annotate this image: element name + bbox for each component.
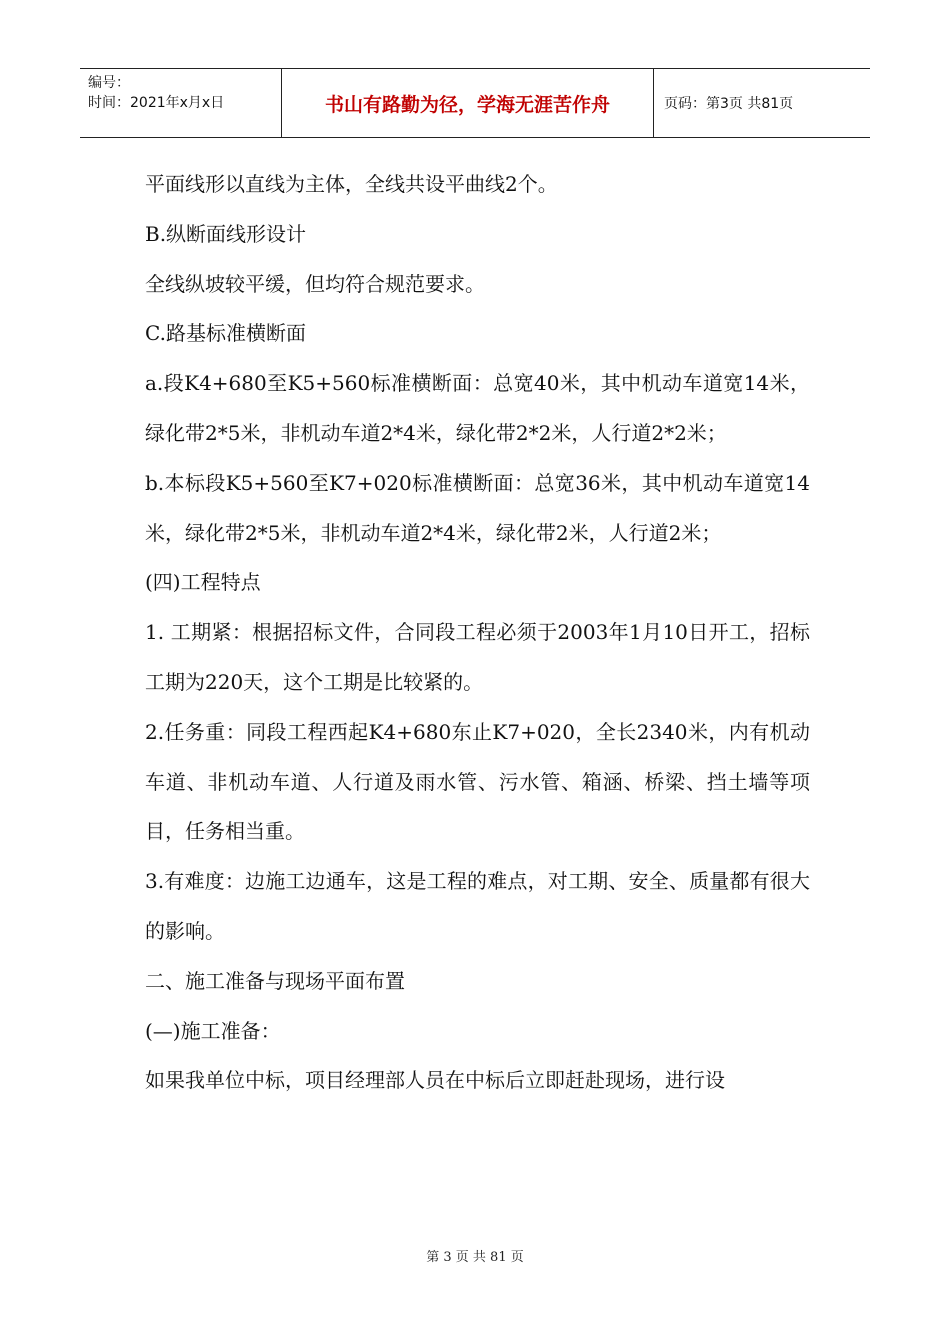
section-heading: (四)工程特点 — [145, 570, 261, 595]
paragraph: b.本标段K5+560至K7+020标准横断面：总宽36米，其中机动车道宽14米，绿化带2*5米，非机动车道2*4米，绿化带2米，人行道2米； — [145, 470, 810, 545]
paragraph: 1. 工期紧：根据招标文件，合同段工程必须于2003年1月10日开工，招标工期为220天，这个工期是比较紧的。 — [145, 620, 810, 694]
paragraph: 平面线形以直线为主体，全线共设平曲线2个。 — [145, 172, 558, 196]
paragraph: 2.任务重：同段工程西起K4+680东止K7+020，全长2340米，内有机动车道、非机动车道、人行道及雨水管、污水管、箱涵、桥梁、挡土墙等项目，任务相当重。 — [145, 719, 810, 844]
section-heading: B.纵断面线形设计 — [145, 221, 307, 246]
paragraph: 3.有难度：边施工边通车，这是工程的难点，对工期、安全、质量都有很大的影响。 — [145, 869, 810, 943]
section-heading: C.路基标准横断面 — [145, 321, 306, 346]
paragraph: 如果我单位中标，项目经理部人员在中标后立即赶赴现场，进行设 — [145, 1068, 725, 1093]
header-meta — [80, 69, 282, 137]
paragraph: a.段K4+680至K5+560标准横断面：总宽40米，其中机动车道宽14米，绿化带2*5米，非机动车道2*4米，绿化带2*2米，人行道2*2米； — [145, 371, 810, 445]
document-body — [145, 160, 810, 1106]
header-page-info: 页码：第3页 共81页 — [664, 96, 794, 112]
header-motto: 书山有路勤为径，学海无涯苦作舟 — [282, 69, 654, 137]
time-label: 时间：2021年x月x日 — [88, 95, 225, 111]
document-header — [80, 68, 870, 138]
paragraph: 全线纵坡较平缓，但均符合规范要求。 — [145, 271, 485, 296]
section-heading: 二、施工准备与现场平面布置 — [145, 968, 405, 993]
page-footer: 第 3 页 共 81 页 — [426, 1250, 524, 1265]
number-label: 编号： — [88, 75, 130, 91]
section-heading: (—)施工准备： — [145, 1018, 281, 1043]
